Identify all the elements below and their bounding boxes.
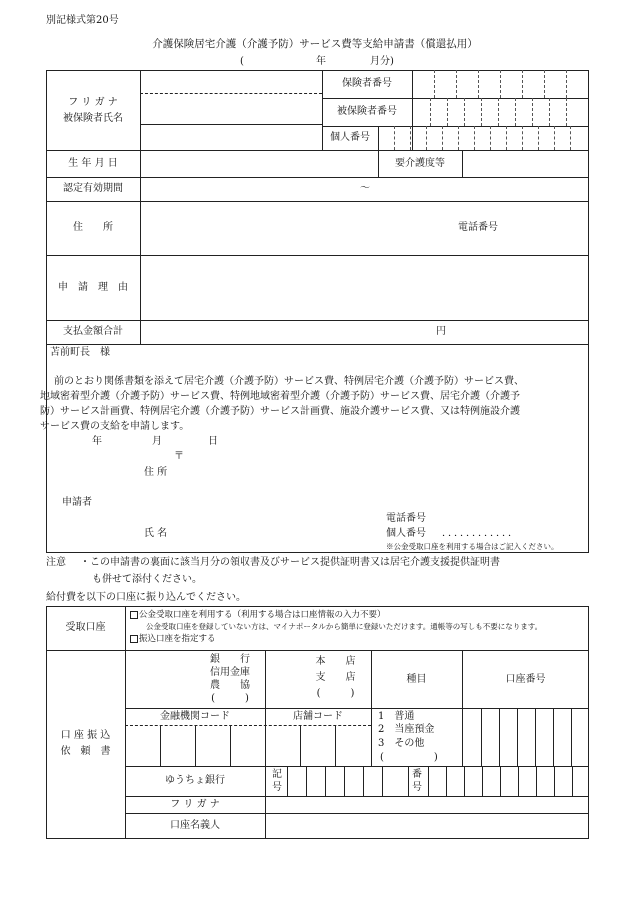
kigo-label-2: 号 <box>272 782 282 793</box>
birthdate-label: 生 年 月 日 <box>68 158 118 169</box>
form-number: 別記様式第20号 <box>46 15 119 26</box>
insurer-number-label: 保険者番号 <box>342 78 392 89</box>
transfer-account-checkbox[interactable] <box>130 635 138 643</box>
account-holder-field[interactable] <box>267 815 587 837</box>
care-level-label: 要介護度等 <box>395 158 445 169</box>
insured-name-field[interactable] <box>142 95 320 123</box>
applicant-address-label: 住 所 <box>144 467 168 478</box>
transfer-request: 給付費を以下の口座に振り込んでください。 <box>46 592 246 603</box>
care-level-field[interactable] <box>464 152 587 176</box>
birthdate-field[interactable] <box>142 152 376 176</box>
insured-number-label: 被保険者番号 <box>337 106 397 117</box>
personal-number-field[interactable] <box>380 128 587 149</box>
furigana-field[interactable] <box>142 72 320 92</box>
type-ordinary[interactable]: 1 普通 <box>378 711 415 722</box>
bango-label-2: 号 <box>412 782 422 793</box>
transfer-request-label-2: 依 頼 書 <box>60 746 111 757</box>
reason-label: 申 請 理 由 <box>58 282 128 293</box>
receiving-account-label: 受取口座 <box>65 622 106 633</box>
date-year: 年 <box>92 436 102 447</box>
personal-number-note: ※公金受取口座を利用する場合はご記入ください。 <box>386 542 559 551</box>
address-label: 住 所 <box>73 222 113 233</box>
shinkin-label: 信用金庫 <box>210 667 250 678</box>
applicant-name-field[interactable] <box>180 520 380 540</box>
bank-label: 銀 行 <box>210 654 250 665</box>
kigo-label-1: 記 <box>272 769 282 780</box>
addressee: 苫前町長 様 <box>50 347 110 358</box>
institution-code-label: 金融機関コード <box>160 711 230 722</box>
address-field[interactable] <box>142 203 587 254</box>
branch-code-label: 店舗コード <box>293 711 343 722</box>
bank-type-paren: ( ) <box>211 693 249 704</box>
option-transfer-label: 振込口座を指定する <box>139 634 216 644</box>
account-type-label: 種目 <box>406 674 427 685</box>
bango-label-1: 番 <box>412 769 422 780</box>
applicant-address-field[interactable] <box>210 460 580 478</box>
personal-number-label: 個人番号 <box>330 132 370 143</box>
account-number-label: 口座番号 <box>505 674 546 685</box>
account-holder-label: 口座名義人 <box>170 820 220 831</box>
caution-line-1: ・この申請書の裏面に該当月分の領収書及びサービス提供証明書又は居宅介護支援提供証明書 <box>80 557 500 568</box>
form-title: 介護保険居宅介護（介護予防）サービス費等支給申請書（償還払用） <box>152 38 478 50</box>
period-month: 月分) <box>370 56 394 67</box>
declaration-text <box>40 374 586 434</box>
reason-field[interactable] <box>142 257 587 319</box>
applicant-label: 申請者 <box>62 497 92 508</box>
insurer-number-field[interactable] <box>414 72 587 97</box>
period-open: ( <box>240 56 244 67</box>
branch-label: 支 店 <box>315 672 356 683</box>
declaration-line: 地域密着型介護（介護予防）サービス費、特例地域密着型介護（介護予防）サービス費、居宅介護（介護予 <box>40 391 520 402</box>
caution-line-2: も併せて添付ください。 <box>92 574 202 585</box>
option-public-account[interactable] <box>130 609 386 621</box>
applicant-name-label: 氏 名 <box>144 528 168 539</box>
date-day: 日 <box>208 436 218 447</box>
transfer-request-label-1: 口 座 振 込 <box>60 730 111 741</box>
total-amount-label: 支払金額合計 <box>63 326 123 337</box>
applicant-phone-label: 電話番号 <box>386 513 426 524</box>
public-account-checkbox[interactable] <box>130 611 138 619</box>
yucho-label: ゆうちょ銀行 <box>165 775 225 786</box>
type-other-paren: ( ) <box>380 752 438 763</box>
declaration-line: サービス費の支給を申請します。 <box>40 421 190 432</box>
branch-type-paren: ( ) <box>316 688 355 699</box>
holder-furigana-label: フ リ ガ ナ <box>170 799 220 810</box>
option-public-note: 公金受取口座を登録していない方は、マイナポータルから簡単に登録いただけます。通帳等の写しも不要になります。 <box>146 622 543 631</box>
type-other[interactable]: 3 その他 <box>378 738 425 749</box>
postal-mark: 〒 <box>174 451 184 462</box>
validity-field[interactable] <box>142 179 587 200</box>
head-office-label: 本 店 <box>315 656 356 667</box>
option-public-label: 公金受取口座を利用する（利用する場合は口座情報の入力不要） <box>139 610 386 620</box>
type-current[interactable]: 2 当座預金 <box>378 724 435 735</box>
nokyo-label: 農 協 <box>210 680 250 691</box>
holder-furigana-field[interactable] <box>267 798 587 812</box>
phone-label: 電話番号 <box>458 222 498 233</box>
applicant-personal-number-label: 個人番号 <box>386 528 426 539</box>
option-transfer-account[interactable] <box>130 633 216 645</box>
date-month: 月 <box>152 436 162 447</box>
furigana-label: フ リ ガ ナ <box>68 97 118 108</box>
declaration-line: 防）サービス計画費、特例居宅介護（介護予防）サービス計画費、施設介護サービス費、又は特例施設介護 <box>40 406 520 417</box>
personal-number-dots: ．．．．．．．．．．．． <box>442 528 519 539</box>
caution-label: 注意 <box>46 557 66 568</box>
validity-label: 認定有効期間 <box>63 183 123 194</box>
yen-unit: 円 <box>436 326 446 337</box>
insured-number-field[interactable] <box>414 100 587 125</box>
total-amount-field[interactable] <box>142 322 432 343</box>
insured-name-label: 被保険者氏名 <box>63 113 123 124</box>
period-year: 年 <box>316 56 326 67</box>
validity-separator: 〜 <box>360 183 370 194</box>
declaration-line: 前のとおり関係書類を添えて居宅介護（介護予防）サービス費、特例居宅介護（介護予防）サービス費、 <box>54 376 524 387</box>
